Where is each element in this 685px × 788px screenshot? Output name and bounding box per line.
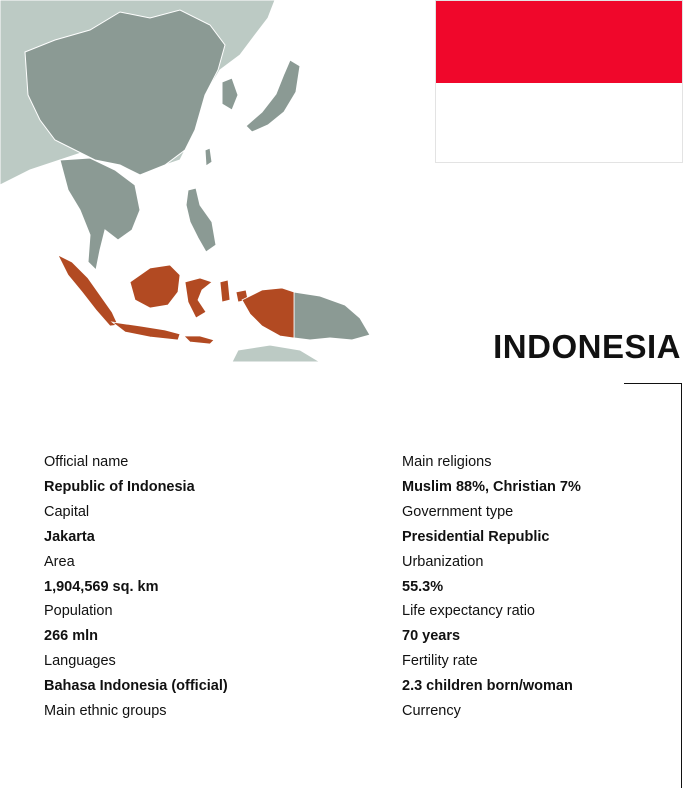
fact-value-capital: Jakarta: [44, 528, 95, 545]
fact-value-official-name: Republic of Indonesia: [44, 478, 195, 495]
fact-value-religions: Muslim 88%, Christian 7%: [402, 478, 581, 495]
map-neighbor-japan: [246, 60, 300, 132]
fact-label-area: Area: [44, 553, 75, 570]
facts-column-right: [402, 450, 672, 724]
fact-label-fertility: Fertility rate: [402, 653, 478, 670]
decorative-bracket-top: [624, 383, 682, 384]
fact-value-fertility: 2.3 children born/woman: [402, 678, 573, 695]
fact-value-population: 266 mln: [44, 628, 98, 645]
fact-label-capital: Capital: [44, 503, 90, 520]
map-neighbor-korea: [222, 78, 238, 110]
fact-label-languages: Languages: [44, 653, 116, 670]
map-highlight-indonesia: [58, 255, 294, 344]
fact-label-life-expectancy: Life expectancy ratio: [402, 603, 535, 620]
fact-label-urbanization: Urbanization: [402, 553, 484, 570]
fact-value-area: 1,904,569 sq. km: [44, 578, 159, 595]
fact-value-government: Presidential Republic: [402, 528, 550, 545]
flag-white-band: [436, 83, 682, 163]
country-title: INDONESIA: [493, 328, 681, 365]
fact-label-population: Population: [44, 603, 113, 620]
fact-label-ethnic-groups: Main ethnic groups: [44, 703, 167, 720]
decorative-bracket-side: [681, 383, 682, 788]
map-land-australia: [232, 345, 320, 362]
map-neighbor-png: [294, 292, 370, 340]
flag-red-band: [436, 1, 682, 83]
fact-label-government: Government type: [402, 503, 514, 520]
fact-label-religions: Main religions: [402, 454, 492, 470]
fact-label-currency: Currency: [402, 703, 461, 720]
region-map: [0, 0, 390, 362]
facts-column-left: [44, 450, 364, 724]
map-neighbor-philippines: [186, 188, 216, 252]
map-neighbor-indochina: [60, 158, 140, 270]
fact-label-official-name: Official name: [44, 454, 129, 470]
map-neighbor-taiwan: [205, 148, 212, 166]
country-flag: [435, 0, 683, 163]
fact-value-languages: Bahasa Indonesia (official): [44, 678, 228, 695]
fact-value-life-expectancy: 70 years: [402, 628, 461, 645]
fact-value-urbanization: 55.3%: [402, 578, 444, 595]
